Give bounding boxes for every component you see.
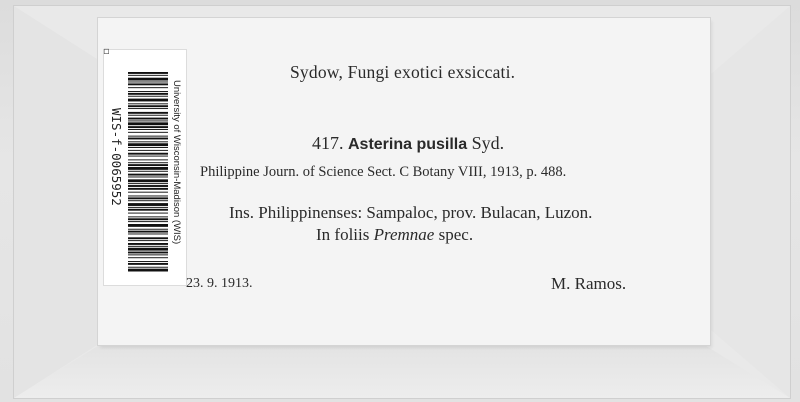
host-genus: Premnae <box>373 225 435 244</box>
series-title: Sydow, Fungi exotici exsiccati. <box>290 62 516 82</box>
specimen-number: 417. <box>312 133 344 153</box>
collector: M. Ramos. <box>551 274 627 293</box>
barcode-bar <box>128 141 168 142</box>
barcode-bar <box>128 188 168 190</box>
locality: Ins. Philippinenses: Sampaloc, prov. Bulacan, Luzon. <box>229 203 593 222</box>
barcode-bar <box>128 136 168 137</box>
card-corner-mark: ▫ <box>103 46 110 57</box>
barcode-bar <box>128 231 168 233</box>
barcode-catalog-number: WIS-f-0065952 <box>109 108 124 206</box>
barcode-bar <box>128 240 168 241</box>
barcode-bar <box>128 147 168 148</box>
barcode-bar <box>128 213 168 214</box>
barcode-bar <box>128 132 168 133</box>
taxon-name: Asterina pusilla <box>348 136 468 153</box>
barcode-bar <box>128 91 168 92</box>
barcode-bar <box>128 93 168 95</box>
species-line <box>312 133 504 154</box>
barcode-bar <box>128 237 168 239</box>
barcode-bar <box>128 96 168 97</box>
citation: Philippine Journ. of Science Sect. C Botany VIII, 1913, p. 488. <box>200 164 567 180</box>
barcode-bar <box>128 118 168 120</box>
barcode-bar <box>128 267 168 268</box>
host-prefix: In foliis <box>316 225 370 244</box>
barcode-bar <box>128 174 168 176</box>
barcode-bar <box>128 203 168 206</box>
barcode-bar <box>128 197 168 199</box>
barcode-bar <box>128 105 168 107</box>
barcode-bar <box>128 78 168 81</box>
barcode-bar <box>128 218 168 220</box>
barcode-bar <box>128 254 168 255</box>
taxon-author: Syd. <box>471 133 505 153</box>
barcode-bar <box>128 261 168 262</box>
envelope-left-flap <box>14 6 100 398</box>
barcode-bar <box>128 207 168 208</box>
barcode-graphic <box>104 50 186 285</box>
barcode-bar <box>128 185 168 187</box>
barcode-bar <box>128 99 168 102</box>
barcode-bar <box>128 115 168 116</box>
barcode-bar <box>128 269 168 272</box>
host-line <box>316 225 473 245</box>
barcode-bar <box>128 221 168 222</box>
barcode-bar <box>128 129 168 130</box>
barcode-bar <box>128 87 168 88</box>
barcode-bar <box>128 171 168 172</box>
barcode-bar <box>128 138 168 140</box>
barcode-bar <box>128 150 168 151</box>
barcode-bar <box>128 183 168 184</box>
barcode-bar <box>128 243 168 245</box>
barcode-bar <box>128 234 168 235</box>
barcode-bar <box>128 72 168 74</box>
barcode-bar <box>128 229 168 230</box>
barcode-bar <box>128 263 168 265</box>
barcode-bar <box>128 108 168 109</box>
barcode-institution-text: University of Wisconsin-Madison (WIS) <box>171 80 182 245</box>
barcode-bar <box>128 177 168 178</box>
barcode-bar <box>128 200 168 201</box>
barcode-bar <box>128 112 168 114</box>
barcode-bar <box>128 252 168 254</box>
barcode-bars <box>128 72 168 272</box>
barcode-bar <box>128 196 168 197</box>
barcode-bar <box>128 209 168 211</box>
barcode-bar <box>128 162 168 163</box>
envelope-bottom-flap <box>14 345 790 398</box>
barcode-bar <box>128 167 168 170</box>
barcode-bar <box>128 82 168 83</box>
barcode-bar <box>128 257 168 258</box>
barcode-bar <box>128 126 168 128</box>
barcode-bar <box>128 122 168 125</box>
barcode-bar <box>128 75 168 76</box>
barcode-bar <box>128 103 168 104</box>
barcode-bar <box>128 164 168 166</box>
barcode-bar <box>128 246 168 247</box>
barcode-bar <box>128 153 168 155</box>
barcode-bar <box>128 216 168 217</box>
barcode-card <box>104 50 186 285</box>
host-suffix: spec. <box>438 225 474 244</box>
barcode-bar <box>128 192 168 193</box>
barcode-bar <box>128 159 168 160</box>
barcode-bar <box>128 224 168 227</box>
barcode-bar <box>128 120 168 121</box>
barcode-bar <box>128 156 168 157</box>
barcode-bar <box>128 248 168 251</box>
barcode-bar <box>128 179 168 182</box>
collection-date: 23. 9. 1913. <box>186 276 253 291</box>
barcode-bar <box>128 143 168 146</box>
barcode-bar <box>128 83 168 85</box>
